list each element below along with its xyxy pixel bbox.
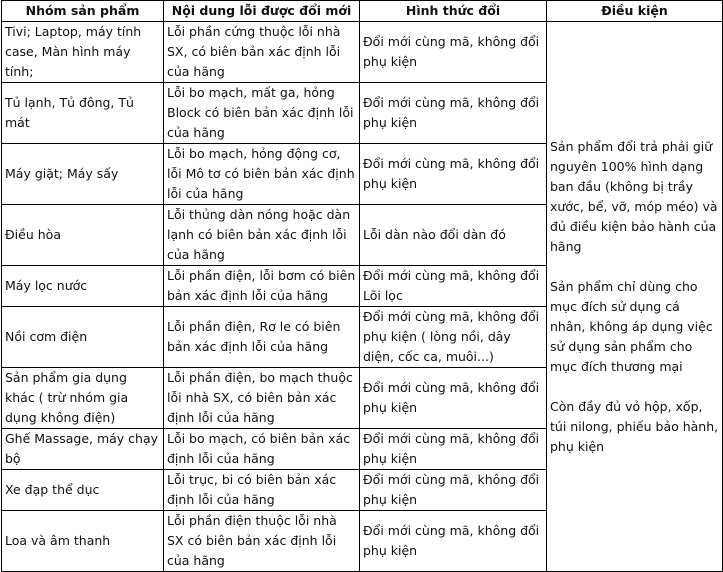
- condition-item: Còn đầy đủ vỏ hộp, xốp, túi nilong, phiếu bảo hành, phụ kiện: [550, 398, 719, 454]
- method-cell: Đổi mới cùng mã, không đổi phụ kiện: [360, 368, 547, 429]
- header-row: [2, 1, 723, 22]
- product-group-cell: Máy lọc nước: [2, 266, 164, 307]
- table-row: [2, 22, 723, 83]
- method-cell: Đổi mới cùng mã, không đổi phụ kiện: [360, 144, 547, 205]
- defect-cell: Lỗi thủng dàn nóng hoặc dàn lạnh có biên bản xác định lỗi của hãng: [164, 205, 360, 266]
- defect-cell: Lỗi trục, bi có biên bản xác định lỗi của hãng: [164, 470, 360, 511]
- defect-cell: Lỗi phần điện, Rơ le có biên bản xác định lỗi của hãng: [164, 307, 360, 368]
- condition-item: Sản phẩm chỉ dùng cho mục đích sử dụng cá nhân, không áp dụng việc sử dụng sản phẩm cho mục đích thương mại: [550, 278, 713, 374]
- header-condition: Điều kiện: [547, 1, 723, 22]
- method-cell: Đổi mới cùng mã, không đổi phụ kiện: [360, 83, 547, 144]
- header-defect-content: Nội dung lỗi được đổi mới: [164, 1, 360, 22]
- product-group-cell: Tủ lạnh, Tủ đông, Tủ mát: [2, 83, 164, 144]
- warranty-exchange-table: [1, 0, 723, 572]
- method-cell: Đổi mới cùng mã, không đổi phụ kiện ( lòng nồi, dây diện, cốc ca, muôi...): [360, 307, 547, 368]
- product-group-cell: Sản phẩm gia dụng khác ( trừ nhóm gia dụng không điện): [2, 368, 164, 429]
- defect-cell: Lỗi bo mạch, mất ga, hỏng Block có biên bản xác định lỗi của hãng: [164, 83, 360, 144]
- method-cell: Đổi mới cùng mã, không đổi phụ kiện: [360, 470, 547, 511]
- product-group-cell: Xe đạp thể dục: [2, 470, 164, 511]
- defect-cell: Lỗi phần điện thuộc lỗi nhà SX có biên bản xác định lỗi của hãng: [164, 511, 360, 572]
- defect-cell: Lỗi bo mạch, hỏng động cơ, lỗi Mô tơ có biên bản xác định lỗi của hãng: [164, 144, 360, 205]
- method-cell: Đổi mới cùng mã, không đổi phụ kiện: [360, 22, 547, 83]
- header-product-group: Nhóm sản phẩm: [2, 1, 164, 22]
- defect-cell: Lỗi phần điện, bo mạch thuộc lỗi nhà SX, có biên bản xác định lỗi của hãng: [164, 368, 360, 429]
- product-group-cell: Nồi cơm điện: [2, 307, 164, 368]
- product-group-cell: Tivi; Laptop, máy tính case, Màn hình máy tính;: [2, 22, 164, 83]
- condition-item: Sản phẩm đổi trả phải giữ nguyên 100% hình dạng ban đầu (không bị trầy xước, bể, vỡ, móp méo) và đủ điều kiện bảo hành của hãng: [550, 138, 718, 254]
- method-cell: Lỗi dàn nào đổi dàn đó: [360, 205, 547, 266]
- method-cell: Đổi mới cùng mã, không đổi Lõi lọc: [360, 266, 547, 307]
- method-cell: Đổi mới cùng mã, không đổi phụ kiện: [360, 429, 547, 470]
- defect-cell: Lỗi phần điện, lỗi bơm có biên bản xác định lỗi của hãng: [164, 266, 360, 307]
- product-group-cell: Loa và âm thanh: [2, 511, 164, 572]
- product-group-cell: Điều hòa: [2, 205, 164, 266]
- header-exchange-method: Hình thức đổi: [360, 1, 547, 22]
- defect-cell: Lỗi bo mạch, có biên bản xác định lỗi của hãng: [164, 429, 360, 470]
- condition-cell: [547, 22, 723, 572]
- defect-cell: Lỗi phần cứng thuộc lỗi nhà SX, có biên bản xác định lỗi của hãng: [164, 22, 360, 83]
- method-cell: Đổi mới cùng mã, không đổi phụ kiện: [360, 511, 547, 572]
- product-group-cell: Ghế Massage, máy chạy bộ: [2, 429, 164, 470]
- product-group-cell: Máy giặt; Máy sấy: [2, 144, 164, 205]
